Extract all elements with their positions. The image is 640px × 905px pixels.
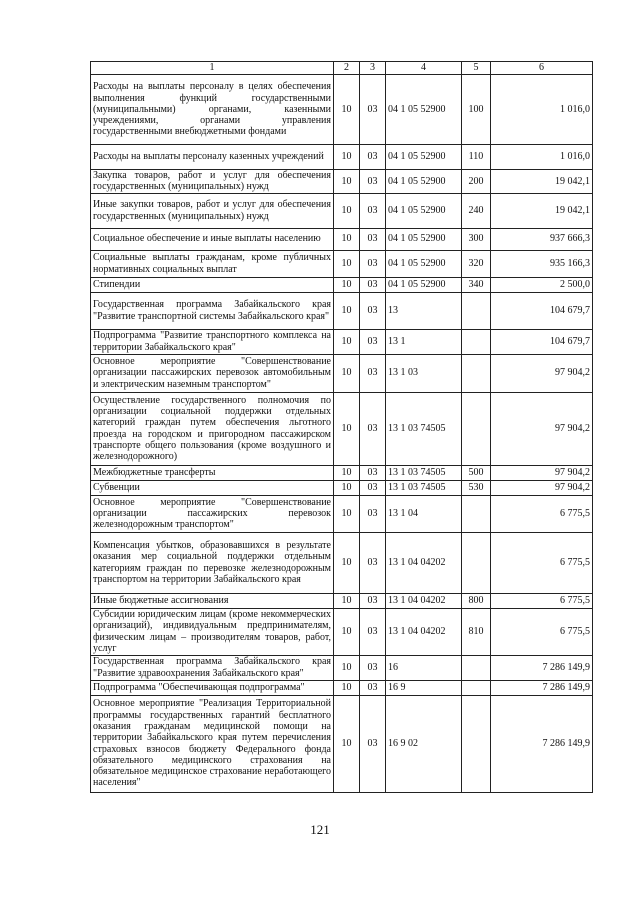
- row-expense-type: 110: [462, 145, 491, 170]
- row-expense-type: [462, 680, 491, 695]
- row-name: Государственная программа Забайкальского края "Развитие здравоохранения Забайкальского края": [91, 655, 334, 680]
- header-col-1: 1: [91, 62, 334, 75]
- row-amount: 7 286 149,9: [491, 695, 593, 792]
- row-expense-type: [462, 329, 491, 354]
- row-subsection: 03: [360, 655, 386, 680]
- row-section: 10: [334, 292, 360, 329]
- row-amount: 19 042,1: [491, 170, 593, 194]
- row-name: Подпрограмма "Развитие транспортного комплекса на территории Забайкальского края": [91, 329, 334, 354]
- row-name: Иные бюджетные ассигнования: [91, 593, 334, 608]
- row-expense-type: [462, 495, 491, 532]
- row-section: 10: [334, 145, 360, 170]
- header-row: [91, 62, 593, 75]
- header-col-2: 2: [334, 62, 360, 75]
- table-row: [91, 329, 593, 354]
- table-row: [91, 250, 593, 277]
- row-subsection: 03: [360, 354, 386, 392]
- row-name: Социальное обеспечение и иные выплаты населению: [91, 228, 334, 250]
- row-expense-type: 530: [462, 480, 491, 495]
- row-name: Основное мероприятие "Совершенствование организации пассажирских перевозок автомобильным и электрическим наземным транспортом": [91, 354, 334, 392]
- row-target-code: 13 1 03 74505: [386, 392, 462, 465]
- row-subsection: 03: [360, 228, 386, 250]
- table-row: [91, 277, 593, 292]
- row-name: Иные закупки товаров, работ и услуг для обеспечения государственных (муниципальных) нужд: [91, 193, 334, 228]
- table-row: [91, 228, 593, 250]
- table-row: [91, 655, 593, 680]
- row-subsection: 03: [360, 495, 386, 532]
- row-section: 10: [334, 495, 360, 532]
- row-section: 10: [334, 193, 360, 228]
- row-amount: 1 016,0: [491, 145, 593, 170]
- row-name: Стипендии: [91, 277, 334, 292]
- row-section: 10: [334, 392, 360, 465]
- row-amount: 1 016,0: [491, 75, 593, 145]
- row-section: 10: [334, 480, 360, 495]
- table-row: [91, 354, 593, 392]
- table-row: [91, 680, 593, 695]
- table-row: [91, 193, 593, 228]
- row-target-code: 04 1 05 52900: [386, 193, 462, 228]
- row-section: 10: [334, 608, 360, 655]
- row-target-code: 04 1 05 52900: [386, 228, 462, 250]
- row-name: Социальные выплаты гражданам, кроме публичных нормативных социальных выплат: [91, 250, 334, 277]
- row-target-code: 13: [386, 292, 462, 329]
- row-name: Государственная программа Забайкальского края "Развитие транспортной системы Забайкальского края": [91, 292, 334, 329]
- table-row: [91, 695, 593, 792]
- row-subsection: 03: [360, 680, 386, 695]
- page-number: 121: [310, 822, 330, 837]
- row-section: 10: [334, 75, 360, 145]
- row-target-code: 13 1 04 04202: [386, 608, 462, 655]
- row-expense-type: [462, 354, 491, 392]
- row-subsection: 03: [360, 480, 386, 495]
- row-subsection: 03: [360, 250, 386, 277]
- table-row: [91, 145, 593, 170]
- row-section: 10: [334, 170, 360, 194]
- row-section: 10: [334, 228, 360, 250]
- header-col-5: 5: [462, 62, 491, 75]
- row-amount: 2 500,0: [491, 277, 593, 292]
- row-target-code: 13 1 03: [386, 354, 462, 392]
- row-section: 10: [334, 532, 360, 593]
- row-section: 10: [334, 277, 360, 292]
- row-amount: 97 904,2: [491, 480, 593, 495]
- header-col-6: 6: [491, 62, 593, 75]
- row-target-code: 16: [386, 655, 462, 680]
- row-name: Основное мероприятие "Реализация Территориальной программы государственных гарантий бесплатного оказания гражданам медицинской помощи на территории Забайкальского края путем перечисления страховых взносов бюджету Федерального фонда обязательного медицинского страхования на обязательное медицинское страхование неработающего населения": [91, 695, 334, 792]
- row-subsection: 03: [360, 392, 386, 465]
- row-target-code: 16 9: [386, 680, 462, 695]
- row-section: 10: [334, 593, 360, 608]
- row-target-code: 04 1 05 52900: [386, 250, 462, 277]
- row-target-code: 04 1 05 52900: [386, 170, 462, 194]
- row-amount: 104 679,7: [491, 292, 593, 329]
- row-amount: 97 904,2: [491, 465, 593, 480]
- row-expense-type: 500: [462, 465, 491, 480]
- row-name: Субвенции: [91, 480, 334, 495]
- row-amount: 104 679,7: [491, 329, 593, 354]
- row-subsection: 03: [360, 532, 386, 593]
- row-section: 10: [334, 655, 360, 680]
- row-amount: 6 775,5: [491, 608, 593, 655]
- row-section: 10: [334, 465, 360, 480]
- row-amount: 935 166,3: [491, 250, 593, 277]
- table-row: [91, 480, 593, 495]
- row-expense-type: [462, 655, 491, 680]
- table-row: [91, 392, 593, 465]
- row-section: 10: [334, 354, 360, 392]
- row-name: Расходы на выплаты персоналу казенных учреждений: [91, 145, 334, 170]
- row-expense-type: [462, 532, 491, 593]
- header-col-3: 3: [360, 62, 386, 75]
- table-row: [91, 292, 593, 329]
- budget-table: [90, 61, 593, 793]
- table-row: [91, 608, 593, 655]
- row-amount: 6 775,5: [491, 532, 593, 593]
- row-subsection: 03: [360, 193, 386, 228]
- row-subsection: 03: [360, 465, 386, 480]
- row-name: Осуществление государственного полномочия по организации социальной поддержки отдельных категорий граждан путем обеспечения льготного проезда на городском и пригородном пассажирском транспорте общего пользования (кроме воздушного и железнодорожного): [91, 392, 334, 465]
- row-expense-type: 800: [462, 593, 491, 608]
- row-amount: 6 775,5: [491, 593, 593, 608]
- table-row: [91, 495, 593, 532]
- row-amount: 19 042,1: [491, 193, 593, 228]
- row-expense-type: [462, 392, 491, 465]
- row-name: Компенсация убытков, образовавшихся в результате оказания мер социальной поддержки отдельным категориям граждан по перевозке железнодорожным транспортом на территории Забайкальского края: [91, 532, 334, 593]
- row-expense-type: 100: [462, 75, 491, 145]
- row-expense-type: 240: [462, 193, 491, 228]
- row-name: Расходы на выплаты персоналу в целях обеспечения выполнения функций государственными (муниципальными) органами, казенными учреждениями, органами управления государственными внебюджетными фондами: [91, 75, 334, 145]
- row-expense-type: [462, 695, 491, 792]
- row-name: Закупка товаров, работ и услуг для обеспечения государственных (муниципальных) нужд: [91, 170, 334, 194]
- table-row: [91, 465, 593, 480]
- row-expense-type: 320: [462, 250, 491, 277]
- row-name: Основное мероприятие "Совершенствование организации пассажирских перевозок железнодорожным транспортом": [91, 495, 334, 532]
- row-subsection: 03: [360, 695, 386, 792]
- row-amount: 937 666,3: [491, 228, 593, 250]
- table-row: [91, 170, 593, 194]
- row-subsection: 03: [360, 170, 386, 194]
- row-amount: 7 286 149,9: [491, 655, 593, 680]
- row-target-code: 04 1 05 52900: [386, 75, 462, 145]
- row-section: 10: [334, 680, 360, 695]
- row-target-code: 13 1: [386, 329, 462, 354]
- row-target-code: 13 1 04 04202: [386, 593, 462, 608]
- row-expense-type: 300: [462, 228, 491, 250]
- header-col-4: 4: [386, 62, 462, 75]
- row-target-code: 04 1 05 52900: [386, 277, 462, 292]
- row-subsection: 03: [360, 593, 386, 608]
- row-amount: 6 775,5: [491, 495, 593, 532]
- row-target-code: 13 1 03 74505: [386, 480, 462, 495]
- row-name: Подпрограмма "Обеспечивающая подпрограмма": [91, 680, 334, 695]
- row-section: 10: [334, 250, 360, 277]
- row-expense-type: 340: [462, 277, 491, 292]
- row-subsection: 03: [360, 329, 386, 354]
- row-subsection: 03: [360, 75, 386, 145]
- row-expense-type: 200: [462, 170, 491, 194]
- table-row: [91, 75, 593, 145]
- row-target-code: 13 1 04: [386, 495, 462, 532]
- row-amount: 97 904,2: [491, 354, 593, 392]
- table-row: [91, 593, 593, 608]
- row-section: 10: [334, 329, 360, 354]
- row-target-code: 16 9 02: [386, 695, 462, 792]
- row-subsection: 03: [360, 608, 386, 655]
- row-section: 10: [334, 695, 360, 792]
- row-expense-type: 810: [462, 608, 491, 655]
- row-name: Субсидии юридическим лицам (кроме некоммерческих организаций), индивидуальным предпринимателям, физическим лицам – производителям товаров, работ, услуг: [91, 608, 334, 655]
- row-target-code: 04 1 05 52900: [386, 145, 462, 170]
- row-amount: 7 286 149,9: [491, 680, 593, 695]
- row-expense-type: [462, 292, 491, 329]
- row-target-code: 13 1 04 04202: [386, 532, 462, 593]
- row-subsection: 03: [360, 277, 386, 292]
- row-subsection: 03: [360, 292, 386, 329]
- row-amount: 97 904,2: [491, 392, 593, 465]
- row-subsection: 03: [360, 145, 386, 170]
- row-name: Межбюджетные трансферты: [91, 465, 334, 480]
- row-target-code: 13 1 03 74505: [386, 465, 462, 480]
- table-row: [91, 532, 593, 593]
